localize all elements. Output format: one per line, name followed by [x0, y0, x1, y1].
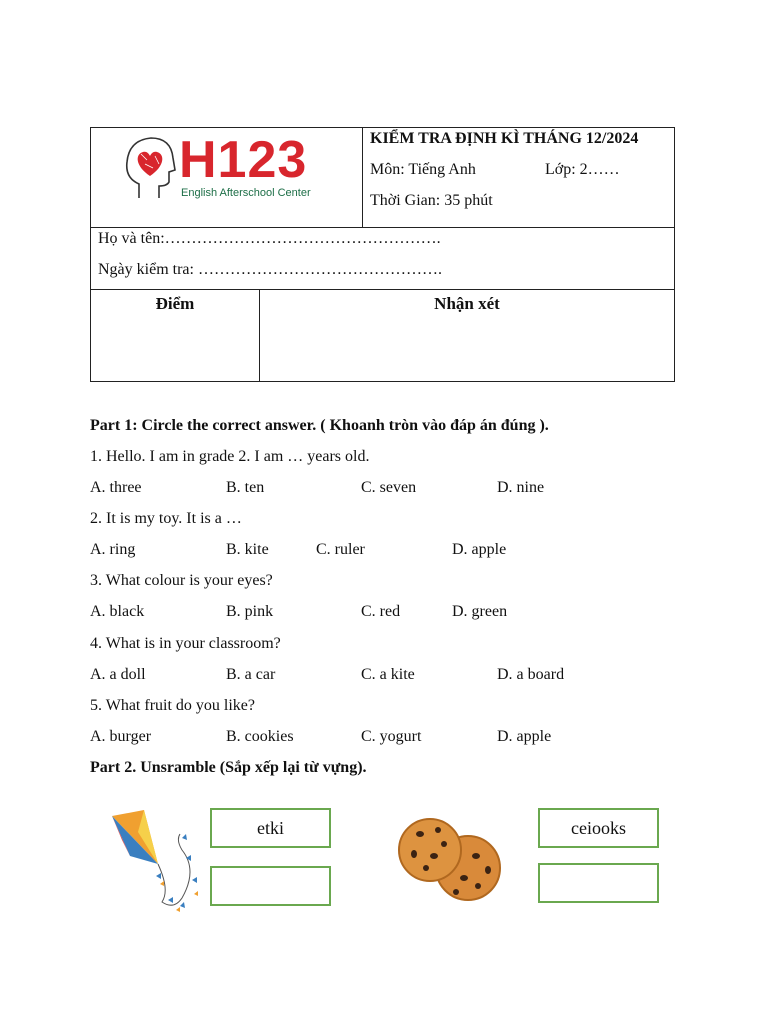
q5-option-c[interactable]: C. yogurt: [361, 728, 422, 745]
q4-option-c[interactable]: C. a kite: [361, 666, 415, 683]
q5-option-a[interactable]: A. burger: [90, 728, 152, 745]
logo-cell: [91, 128, 363, 228]
q3-option-d[interactable]: D. green: [452, 603, 508, 620]
q3-option-a[interactable]: A. black: [90, 603, 145, 620]
score-label: Điểm: [155, 294, 195, 313]
answer-box-1[interactable]: [210, 866, 331, 906]
q4-option-a[interactable]: A. a doll: [90, 666, 146, 683]
subject-label: Môn: Tiếng Anh: [370, 161, 476, 178]
duration-label: Thời Gian: 35 phút: [370, 192, 493, 209]
q5-option-b[interactable]: B. cookies: [226, 728, 294, 745]
score-cell[interactable]: [91, 290, 260, 381]
answer-box-2[interactable]: [538, 863, 659, 903]
exam-title: KIỂM TRA ĐỊNH KÌ THÁNG 12/2024: [370, 130, 639, 147]
q1-option-b[interactable]: B. ten: [226, 479, 265, 496]
q2-option-d[interactable]: D. apple: [452, 541, 507, 558]
q1-option-a[interactable]: A. three: [90, 479, 142, 496]
q4-option-d[interactable]: D. a board: [497, 666, 565, 683]
remark-cell[interactable]: [260, 290, 674, 381]
q1-option-d[interactable]: D. nine: [497, 479, 545, 496]
q4-option-b[interactable]: B. a car: [226, 666, 276, 683]
part1-title: Part 1: Circle the correct answer. ( Khoanh tròn vào đáp án đúng ).: [90, 417, 549, 434]
q2-option-b[interactable]: B. kite: [226, 541, 269, 558]
q3-option-c[interactable]: C. red: [361, 603, 401, 620]
class-field: Lớp: 2……: [545, 161, 620, 178]
date-field[interactable]: Ngày kiểm tra: ……………………………………….: [98, 261, 442, 278]
scramble-word-2: ceiooks: [538, 808, 659, 848]
question-2: 2. It is my toy. It is a …: [90, 510, 242, 527]
kite-icon: [108, 810, 203, 915]
q1-option-c[interactable]: C. seven: [361, 479, 417, 496]
remark-label: Nhận xét: [434, 294, 500, 313]
scramble-word-1: etki: [210, 808, 331, 848]
exam-header-table: [90, 127, 675, 382]
question-1: 1. Hello. I am in grade 2. I am … years old.: [90, 448, 370, 465]
question-4: 4. What is in your classroom?: [90, 635, 281, 652]
header-top-row: [91, 128, 674, 228]
logo-tagline: English Afterschool Center: [181, 187, 311, 199]
student-info-row: [91, 228, 674, 290]
head-heart-icon: [121, 134, 179, 200]
logo-brand: H123: [179, 131, 308, 189]
name-field[interactable]: Họ và tên:…………………………………………….: [98, 230, 441, 247]
q5-option-d[interactable]: D. apple: [497, 728, 552, 745]
q3-option-b[interactable]: B. pink: [226, 603, 274, 620]
cookies-icon: [398, 812, 504, 906]
question-3: 3. What colour is your eyes?: [90, 572, 273, 589]
q2-option-a[interactable]: A. ring: [90, 541, 136, 558]
exam-info-cell: [370, 128, 674, 228]
q2-option-c[interactable]: C. ruler: [316, 541, 365, 558]
part2-title: Part 2. Unsramble (Sắp xếp lại từ vựng).: [90, 759, 367, 776]
question-5: 5. What fruit do you like?: [90, 697, 255, 714]
